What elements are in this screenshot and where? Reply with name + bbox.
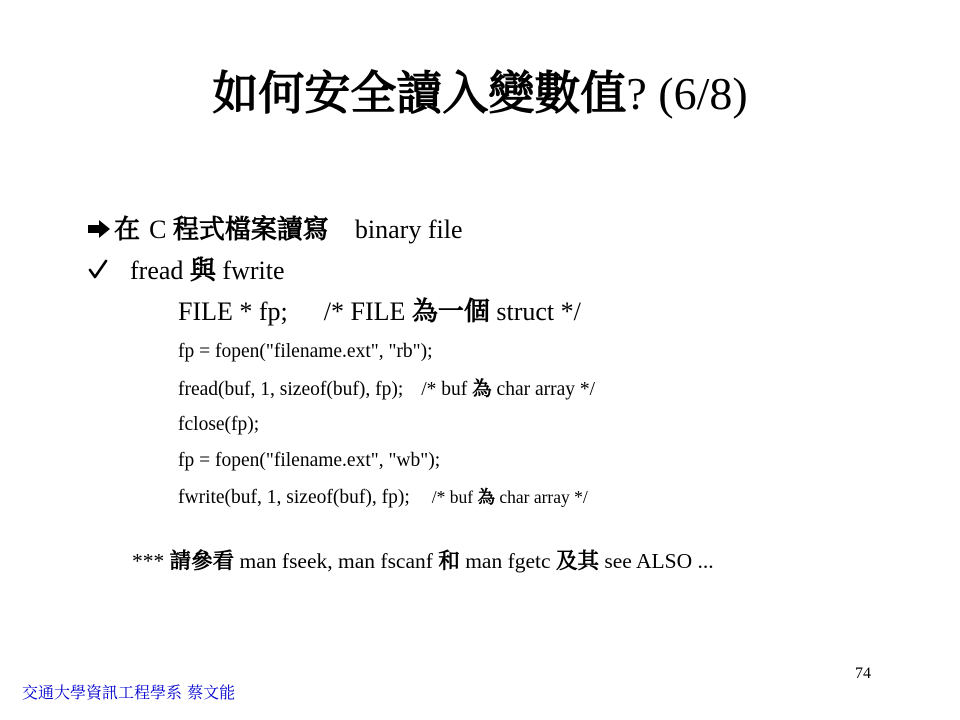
- note-cjk-b: 和: [438, 549, 460, 574]
- code-line-fclose: fclose(fp);: [178, 414, 260, 435]
- decl-comment-b: struct */: [489, 297, 581, 326]
- bullet1-latin-tail: binary file: [354, 215, 463, 244]
- page-number: 74: [855, 665, 871, 682]
- note-latin-c: see ALSO ...: [598, 549, 714, 573]
- decl-comment-cjk: 為一個: [411, 297, 490, 327]
- note-cjk-c: 及其: [555, 549, 599, 574]
- decl-comment-a: /* FILE: [323, 297, 412, 326]
- fwrite-comment-b: char array */: [494, 487, 588, 507]
- bullet2-latin-b: fwrite: [215, 256, 285, 285]
- slide-title: [0, 62, 960, 125]
- fread-comment-a: /* buf: [421, 379, 473, 400]
- fwrite-code: fwrite(buf, 1, sizeof(buf), fp);: [178, 487, 410, 508]
- code-line-fwrite: [178, 483, 588, 512]
- code-line-fread: [178, 375, 595, 404]
- bullet2-latin-a: fread: [130, 256, 190, 285]
- note-stars: ***: [132, 549, 170, 573]
- checkmark-icon: [88, 258, 108, 280]
- fread-code: fread(buf, 1, sizeof(buf), fp);: [178, 379, 404, 400]
- code-line-fopen-rb: fp = fopen("filename.ext", "rb");: [178, 341, 433, 362]
- fread-comment-b: char array */: [491, 379, 596, 400]
- decl-code: FILE * fp;: [178, 297, 288, 326]
- title-cjk: 如何安全讀入變數值: [212, 66, 627, 120]
- note-cjk-a: 請參看: [169, 549, 235, 574]
- note-latin-b: man fgetc: [459, 549, 556, 573]
- bullet2-cjk-and: 與: [189, 256, 216, 286]
- fwrite-comment-cjk: 為: [477, 488, 495, 508]
- fread-comment-cjk: 為: [472, 377, 492, 400]
- bullet1-cjk-prefix: 在: [114, 215, 150, 245]
- footer-credit: 交通大學資訊工程學系 蔡文能: [22, 683, 236, 702]
- bullet-level1: [86, 213, 463, 247]
- decl-line: [178, 295, 581, 329]
- title-latin: ? (6/8): [626, 68, 748, 119]
- code-line-fopen-wb: fp = fopen("filename.ext", "wb");: [178, 450, 441, 471]
- see-also-note: [132, 546, 714, 577]
- fwrite-comment-a: /* buf: [431, 487, 478, 507]
- bullet1-cjk-mid: 程式檔案讀寫: [172, 215, 329, 245]
- bullet-level2: [88, 254, 285, 288]
- bullet1-latin-c: C: [149, 215, 173, 244]
- arrow-right-icon: [86, 218, 112, 240]
- note-latin-a: man fseek, man fscanf: [234, 549, 439, 573]
